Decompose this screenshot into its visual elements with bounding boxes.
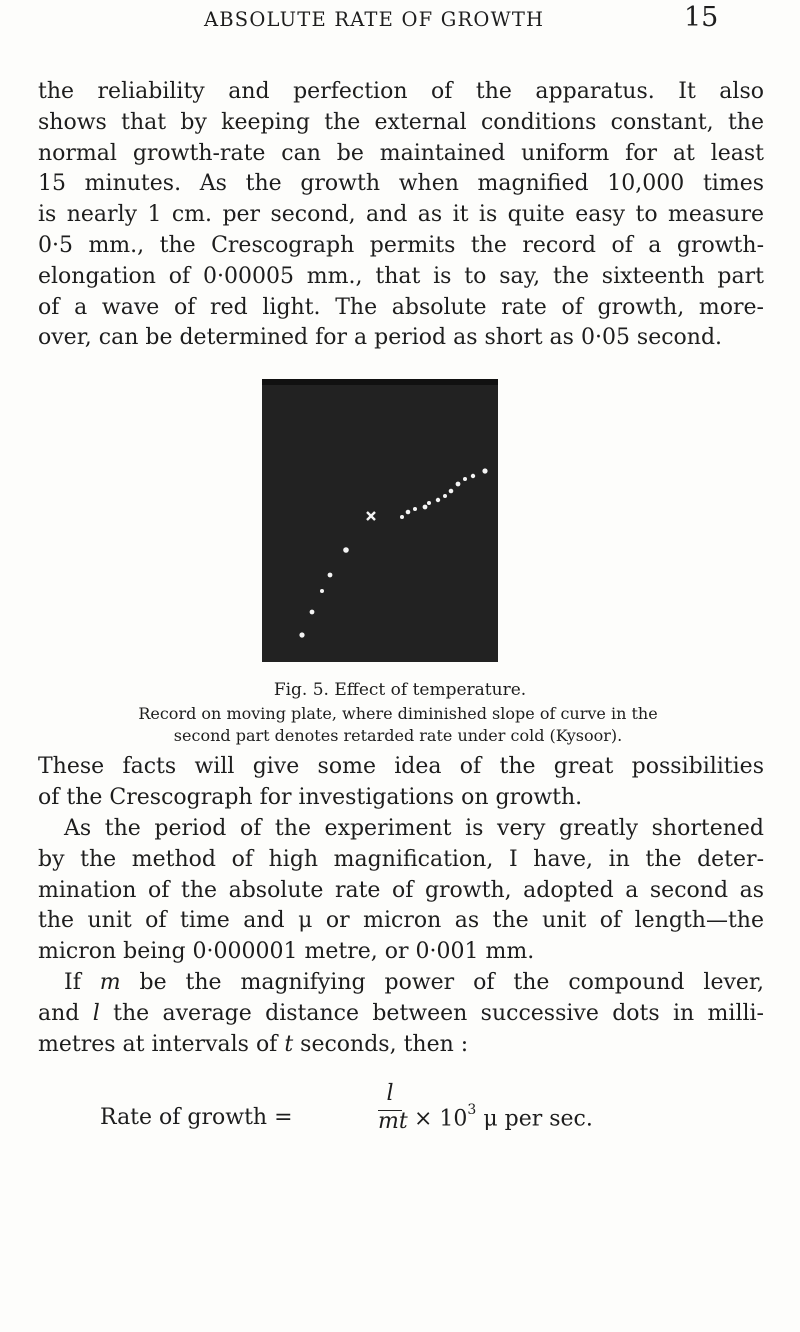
text-line: 0·5 mm., the Crescograph permits the record of a growth-	[38, 232, 764, 258]
caption-line: second part denotes retarded rate under cold (Kysoor).	[173, 726, 623, 745]
figure-caption	[88, 703, 708, 747]
variable-t: t	[284, 1031, 294, 1057]
paragraph-3	[38, 814, 764, 968]
text-line: mination of the absolute rate of growth, adopted a second as	[38, 877, 764, 903]
text-line: the reliability and perfection of the apparatus. It also	[38, 79, 764, 104]
text-line: These facts will give some idea of the great possibilities	[38, 754, 764, 779]
text-line: micron being 0·000001 metre, or 0·001 mm.	[38, 939, 535, 965]
formula-denominator: mt	[378, 1109, 408, 1134]
text-line: 15 minutes. As the growth when magnified 10,000 times	[38, 171, 764, 197]
paragraph-2	[38, 752, 764, 814]
paragraph-1	[38, 77, 764, 354]
text-line: shows that by keeping the external conditions constant, the	[38, 109, 764, 135]
formula-numerator: l	[386, 1081, 394, 1106]
text-line: and l the average distance between successive dots in milli-	[38, 1000, 764, 1026]
text-line: As the period of the experiment is very greatly shortened	[64, 816, 764, 841]
text-line: elongation of 0·00005 mm., that is to say, the sixteenth part	[38, 263, 764, 289]
text-line: of a wave of red light. The absolute rate of growth, more-	[38, 294, 764, 320]
formula-fraction	[378, 1081, 408, 1134]
record-plate-image	[262, 379, 498, 662]
text-line: by the method of high magnification, I have, in the deter-	[38, 846, 764, 872]
text-line: metres at intervals of t seconds, then :	[38, 1031, 469, 1057]
caption-line: Record on moving plate, where diminished slope of curve in the	[138, 704, 658, 723]
running-title: ABSOLUTE RATE OF GROWTH	[204, 8, 545, 31]
paragraph-4	[38, 968, 764, 1060]
variable-l: l	[92, 1000, 100, 1026]
text-line: over, can be determined for a period as short as 0·05 second.	[38, 325, 723, 351]
growth-rate-formula	[100, 1082, 780, 1146]
text-line: the unit of time and μ or micron as the unit of length—the	[38, 908, 764, 934]
page-header	[0, 2, 800, 46]
page-number: 15	[684, 2, 719, 33]
text-line: normal growth-rate can be maintained uniform for at least	[38, 140, 764, 166]
text-line: of the Crescograph for investigations on growth.	[38, 784, 583, 810]
text-line: If m be the magnifying power of the compound lever,	[64, 970, 765, 995]
variable-m: m	[99, 970, 121, 995]
formula-exponent: 3	[467, 1102, 477, 1118]
formula-rhs: × $10^3$ μ per sec.	[414, 1102, 593, 1132]
text-line: is nearly 1 cm. per second, and as it is quite easy to measure	[38, 202, 764, 228]
formula-lhs: Rate of growth =	[100, 1105, 293, 1130]
figure-record-plate	[262, 379, 498, 662]
figure-caption-title: Fig. 5. Effect of temperature.	[273, 680, 527, 700]
